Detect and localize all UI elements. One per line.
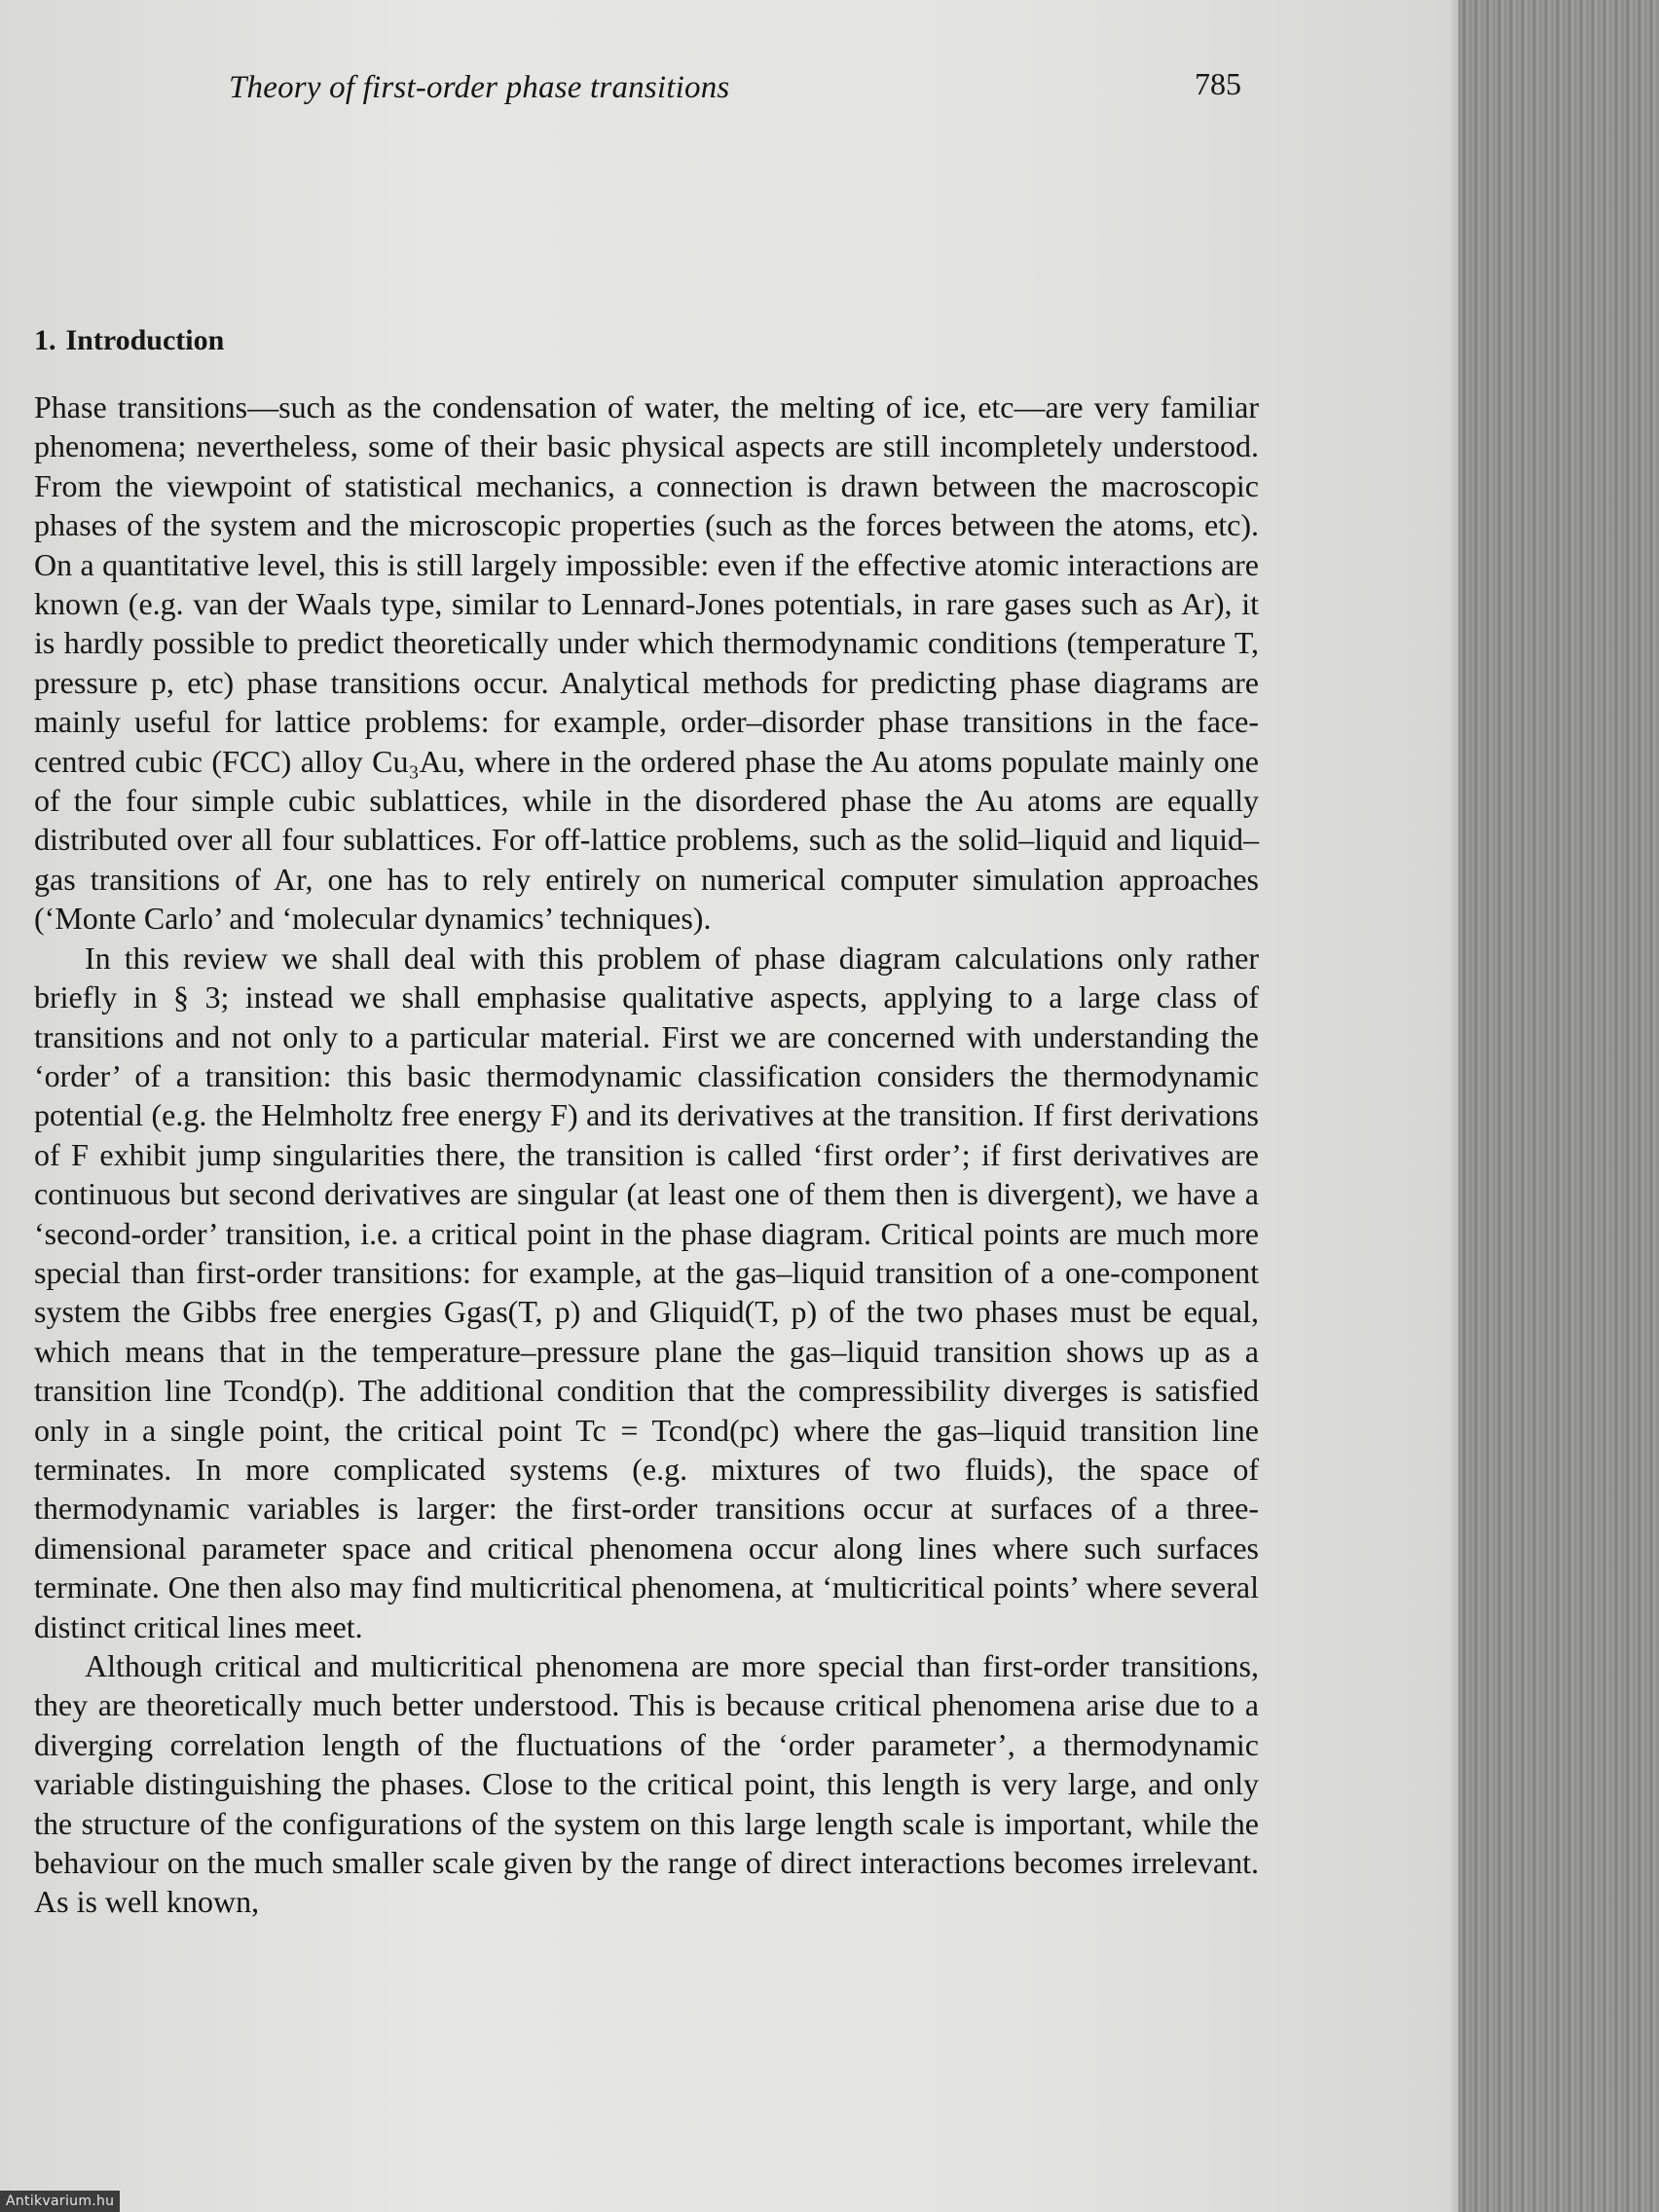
book-spine [1458,0,1659,2212]
section-heading [34,321,1259,360]
page-number: 785 [1195,66,1241,101]
running-title: Theory of first-order phase transitions [229,70,730,105]
watermark-label: Antikvarium.hu [0,2191,120,2212]
article-body [34,321,1259,1922]
running-head [229,66,1241,115]
section-number: 1. [34,324,56,356]
section-title: Introduction [65,324,225,356]
paragraph-3: Although critical and multicritical phenomena are more special than first-order transitions, they are theoretically much better understood. This is because critical phenomena arise due to a diverging correlation length of the fluctuations of the ‘order parameter’, a thermodynamic variable distinguishing the phases. Close to the critical point, this length is very large, and only the structure of the configurations of the system on this large length scale is important, while the behaviour on the much smaller scale given by the range of direct interactions becomes irrelevant. As is well known, [34,1648,1259,1920]
paragraph-1: Phase transitions—such as the condensation of water, the melting of ice, etc—are very familiar phenomena; nevertheless, some of their basic physical aspects are still incompletely understood. From the viewpoint of statistical mechanics, a connection is drawn between the macroscopic phases of the system and the microscopic properties (such as the forces between the atoms, etc). On a quantitative level, this is still largely impossible: even if the effective atomic interactions are known (e.g. van der Waals type, similar to Lennard-Jones potentials, in rare gases such as Ar), it is hardly possible to predict theoretically under which thermodynamic conditions (temperature T, pressure p, etc) phase transitions occur. Analytical methods for predicting phase diagrams are mainly useful for lattice problems: for example, order–disorder phase transitions in the face-centred cubic (FCC) alloy Cu₃Au, where in the ordered phase the Au atoms populate mainly one of the four simple cubic sublattices, while in the disordered phase the Au atoms are equally distributed over all four sublattices. For off-lattice problems, such as the solid–liquid and liquid–gas transitions of Ar, one has to rely entirely on numerical computer simulation approaches (‘Monte Carlo’ and ‘molecular dynamics’ techniques). [34,389,1259,937]
paragraph-2: In this review we shall deal with this problem of phase diagram calculations only rather briefly in § 3; instead we shall emphasise qualitative aspects, applying to a large class of transitions and not only to a particular material. First we are concerned with understanding the ‘order’ of a transition: this basic thermodynamic classification considers the thermodynamic potential (e.g. the Helmholtz free energy F) and its derivatives at the transition. If first derivations of F exhibit jump singularities there, the transition is called ‘first order’; if first derivatives are continuous but second derivatives are singular (at least one of them then is divergent), we have a ‘second-order’ transition, i.e. a critical point in the phase diagram. Critical points are much more special than first-order transitions: for example, at the gas–liquid transition of a one-component system the Gibbs free energies Ggas(T, p) and Gliquid(T, p) of the two phases must be equal, which means that in the temperature–pressure plane the gas–liquid transition shows up as a transition line Tcond(p). The additional condition that the compressibility diverges is satisfied only in a single point, the critical point Tc = Tcond(pc) where the gas–liquid transition line terminates. In more complicated systems (e.g. mixtures of two fluids), the space of thermodynamic variables is larger: the first-order transitions occur at surfaces of a three-dimensional parameter space and critical phenomena occur along lines where such surfaces terminate. One then also may find multicritical phenomena, at ‘multicritical points’ where several distinct critical lines meet. [34,940,1259,1644]
